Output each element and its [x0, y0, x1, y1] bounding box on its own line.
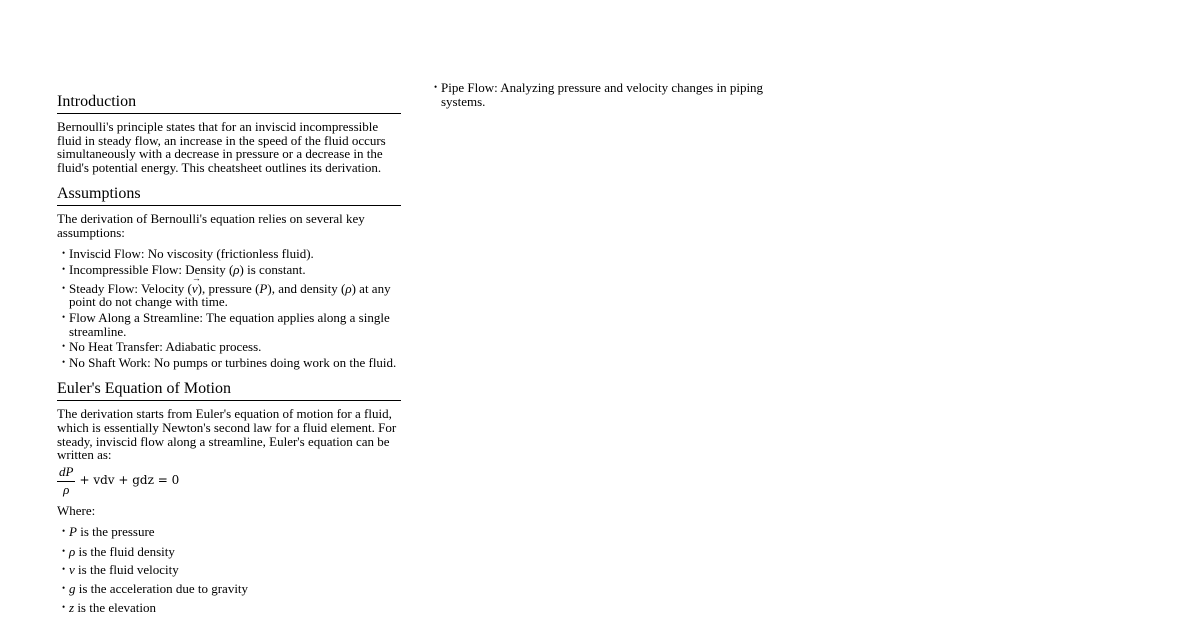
list-item: • z is the elevation — [57, 601, 401, 615]
list-item: • Steady Flow: Velocity (v →), pressure (P), and density (ρ) at any point do not change with time. — [57, 282, 401, 309]
list-item: • Inviscid Flow: No viscosity (frictionless fluid). — [57, 247, 401, 261]
list-item: • v is the fluid velocity — [57, 563, 401, 577]
fraction-numerator: dP — [57, 465, 75, 482]
euler-text: The derivation starts from Euler's equation of motion for a fluid, which is essentially Newton's second law for a fluid element. For steady, inviscid flow along a streamline, Euler's equation can be written as: — [57, 406, 397, 463]
assumptions-list — [57, 247, 401, 370]
pressure-symbol: P — [259, 280, 268, 296]
where-list — [57, 525, 401, 614]
list-item: • Pipe Flow: Analyzing pressure and velocity changes in piping systems. — [429, 81, 769, 108]
assumptions-section — [57, 184, 401, 369]
euler-section — [57, 379, 401, 614]
list-item: • Incompressible Flow: Density (ρ) is constant. — [57, 263, 401, 277]
introduction-section — [57, 92, 401, 174]
euler-heading: Euler's Equation of Motion — [57, 379, 401, 401]
introduction-text: Bernoulli's principle states that for an inviscid incompressible fluid in steady flow, an increase in the speed of the fluid occurs simultaneously with a decrease in pressure or a decrease in the fluid's potential energy. This cheatsheet outlines its derivation. — [57, 119, 386, 175]
rho-symbol: ρ — [233, 262, 240, 278]
equation-fraction — [57, 465, 75, 497]
fraction-denominator: ρ — [63, 481, 70, 497]
velocity-vector-symbol: v → — [192, 281, 198, 296]
equation-rest: + vdv + gdz = 0 — [79, 472, 180, 487]
where-label: Where: — [57, 502, 96, 518]
right-column — [429, 81, 769, 108]
list-item: • g is the acceleration due to gravity — [57, 582, 401, 596]
assumptions-intro: The derivation of Bernoulli's equation relies on several key assumptions: — [57, 211, 365, 240]
list-item: • No Heat Transfer: Adiabatic process. — [57, 340, 401, 354]
list-item: • ρ is the fluid density — [57, 545, 401, 559]
list-item: • Flow Along a Streamline: The equation applies along a single streamline. — [57, 311, 401, 338]
left-column — [57, 92, 401, 614]
applications-list — [429, 81, 769, 108]
list-item: • P is the pressure — [57, 525, 401, 539]
euler-equation — [57, 464, 401, 498]
list-item: • No Shaft Work: No pumps or turbines doing work on the fluid. — [57, 356, 401, 370]
introduction-heading: Introduction — [57, 92, 401, 114]
assumptions-heading: Assumptions — [57, 184, 401, 206]
rho-symbol: ρ — [345, 280, 352, 296]
